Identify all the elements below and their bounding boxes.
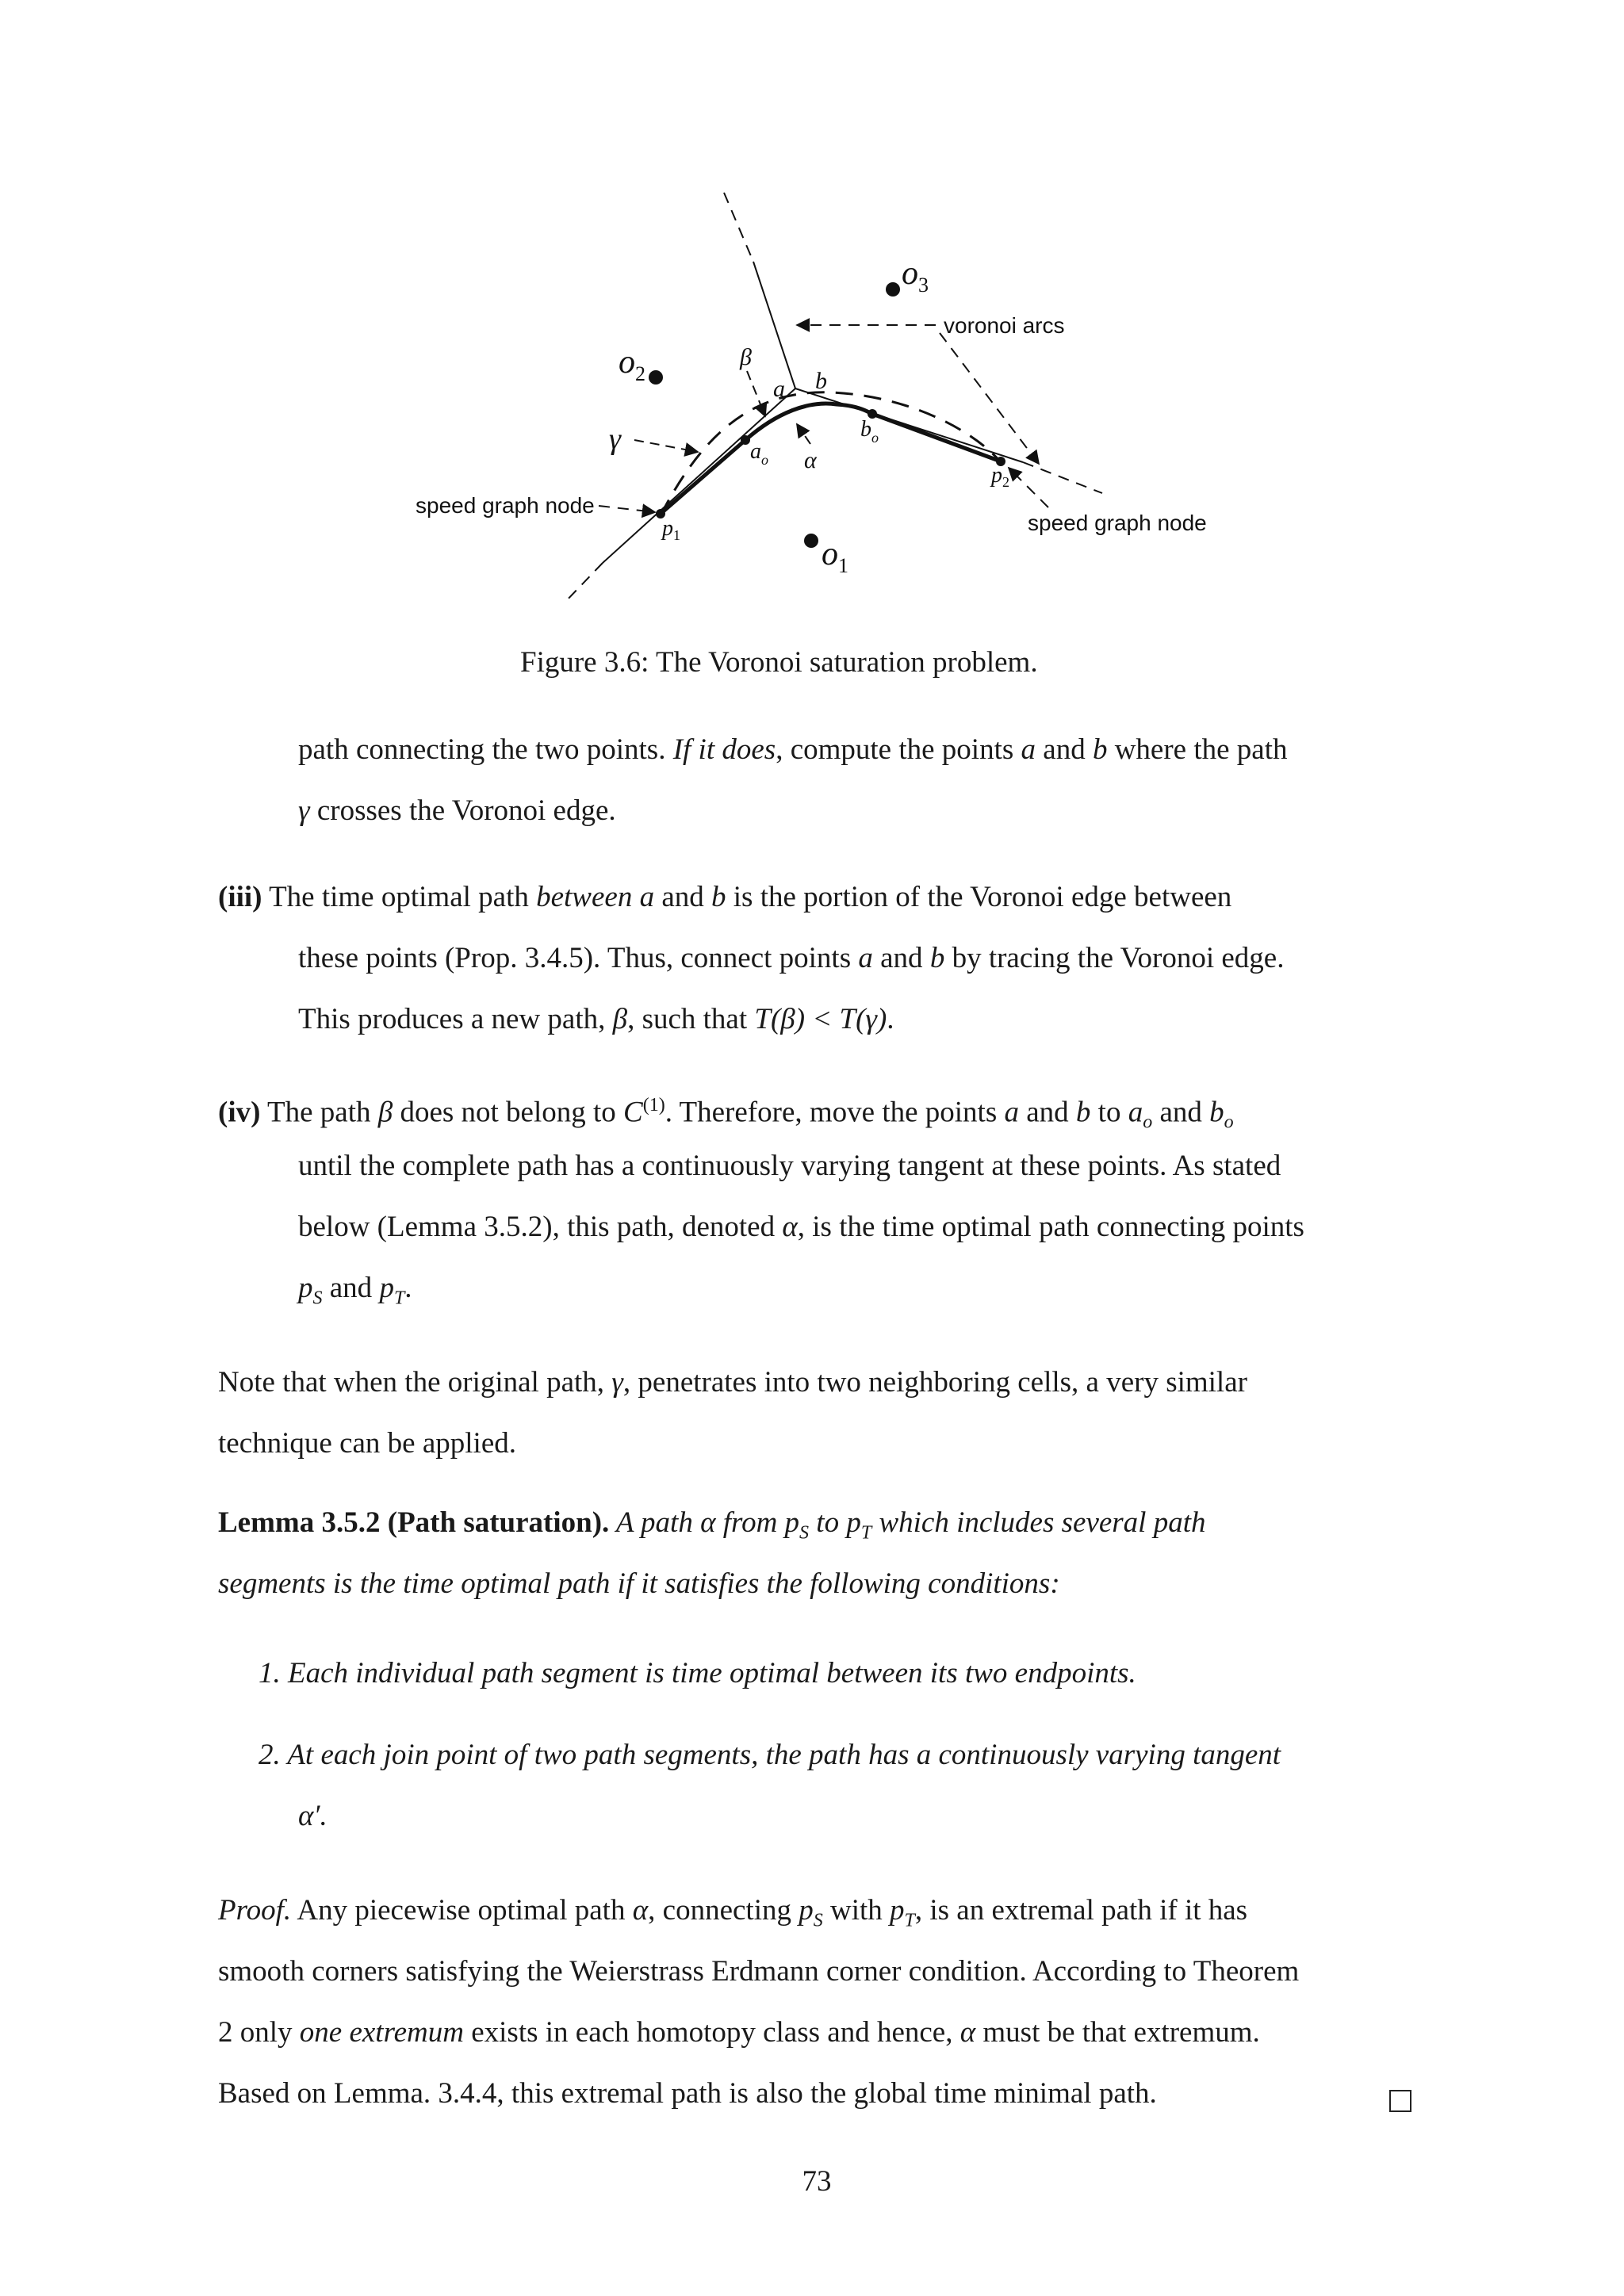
item-iv-line2: until the complete path has a continuously varying tangent at these points. As stated [298, 1150, 1281, 1182]
proof-line2: smooth corners satisfying the Weierstrass Erdmann corner condition. According to Theorem [218, 1955, 1300, 1988]
lemma-line1: Lemma 3.5.2 (Path saturation). A path α from $p_S$ to $p_T$ which includes several path [218, 1506, 1206, 1544]
node-ao [741, 435, 750, 445]
label-speed-graph-node-right: speed graph node [1028, 511, 1207, 535]
lemma-title: Lemma 3.5.2 [218, 1506, 381, 1539]
label-bo: b [860, 417, 871, 442]
figure-caption: Figure 3.6: The Voronoi saturation problem. [520, 646, 1038, 679]
svg-text:p2: $p_2$ [991, 463, 1009, 490]
label-beta: β [740, 344, 752, 370]
proof-line4: Based on Lemma. 3.4.4, this extremal path is also the global time minimal path. [218, 2077, 1157, 2110]
label-a: a [773, 376, 785, 402]
label-o2: o [619, 344, 635, 381]
para1-line1: path connecting the two points. If it does, compute the points a and b where the path [298, 733, 1288, 766]
svg-text:o1: $o_1$ [822, 536, 848, 577]
arrow-beta [747, 371, 765, 416]
voronoi-edge-right-dashed [1023, 462, 1102, 493]
svg-text:bo: $b_o$ [860, 417, 879, 446]
item-iv-label: (iv) [218, 1096, 261, 1129]
label-p1: p [662, 516, 673, 541]
proof-line3: 2 only one extremum exists in each homotopy class and hence, α must be that extremum. [218, 2016, 1260, 2049]
label-voronoi-arcs: voronoi arcs [944, 313, 1065, 338]
qed-symbol [1389, 2090, 1411, 2112]
item-iii-line2: these points (Prop. 3.4.5). Thus, connect points a and b by tracing the Voronoi edge. [298, 942, 1285, 974]
label-gamma: γ [609, 423, 621, 456]
page-number: 73 [802, 2165, 832, 2198]
svg-text:o2: $o_2$ [619, 344, 645, 385]
alpha-path [661, 404, 1001, 514]
svg-text:p1: $p_1$ [662, 516, 680, 543]
voronoi-edge-left-dashed [565, 563, 603, 603]
item-iv-line3: below (Lemma 3.5.2), this path, denoted α, is the time optimal path connecting points [298, 1211, 1304, 1243]
label-alpha: α [804, 447, 817, 473]
arrow-alpha [797, 424, 810, 444]
lemma-condition-2-cont: α′. [298, 1800, 327, 1832]
voronoi-edge-upper [753, 262, 795, 388]
label-p2: p [991, 463, 1002, 488]
svg-text:o3: $o_3$ [902, 255, 929, 297]
item-iii-line1: (iii) The time optimal path between a and b is the portion of the Voronoi edge between [218, 881, 1232, 913]
arrow-speed-node-right [1009, 468, 1048, 507]
svg-text:ao: $a_o$ [750, 439, 768, 468]
label-speed-graph-node-left: speed graph node [416, 493, 595, 518]
obstacle-o3 [886, 282, 900, 297]
proof-label: Proof. [218, 1894, 292, 1927]
gamma-path [661, 392, 1001, 515]
label-o1: o [822, 536, 838, 572]
item-iii-label: (iii) [218, 881, 262, 913]
label-ao: a [750, 439, 761, 464]
lemma-condition-2: 2. At each join point of two path segments, the path has a continuously varying tangent [259, 1739, 1281, 1771]
item-iv-line4: $p_S$ and $p_T$. [298, 1272, 412, 1309]
item-iv-line1: (iv) The path β does not belong to $C^{(1)}$. Therefore, move the points a and b to $a_o$ and $b_o$ [218, 1095, 1234, 1133]
note-line2: technique can be applied. [218, 1427, 516, 1460]
lemma-line2: segments is the time optimal path if it satisfies the following conditions: [218, 1567, 1060, 1600]
voronoi-edge-left [603, 388, 795, 563]
note-line1: Note that when the original path, γ, penetrates into two neighboring cells, a very similar [218, 1366, 1247, 1399]
voronoi-edge-right [795, 388, 1023, 462]
arrow-gamma [634, 440, 698, 452]
label-b: b [815, 368, 827, 394]
item-iii-line3: This produces a new path, β, such that T(β) < T(γ). [298, 1003, 894, 1035]
lemma-condition-1: 1. Each individual path segment is time optimal between its two endpoints. [259, 1657, 1136, 1689]
voronoi-edge-upper-dashed [724, 193, 753, 262]
label-o3: o [902, 255, 918, 292]
obstacle-o1 [804, 534, 818, 548]
proof-line1: Proof. Any piecewise optimal path α, connecting $p_S$ with $p_T$, is an extremal path if it has [218, 1894, 1248, 1931]
voronoi-figure [0, 0, 1624, 618]
arrow-speed-node-left [599, 506, 655, 512]
para1-line2: γ crosses the Voronoi edge. [298, 794, 616, 827]
obstacle-o2 [649, 370, 663, 385]
